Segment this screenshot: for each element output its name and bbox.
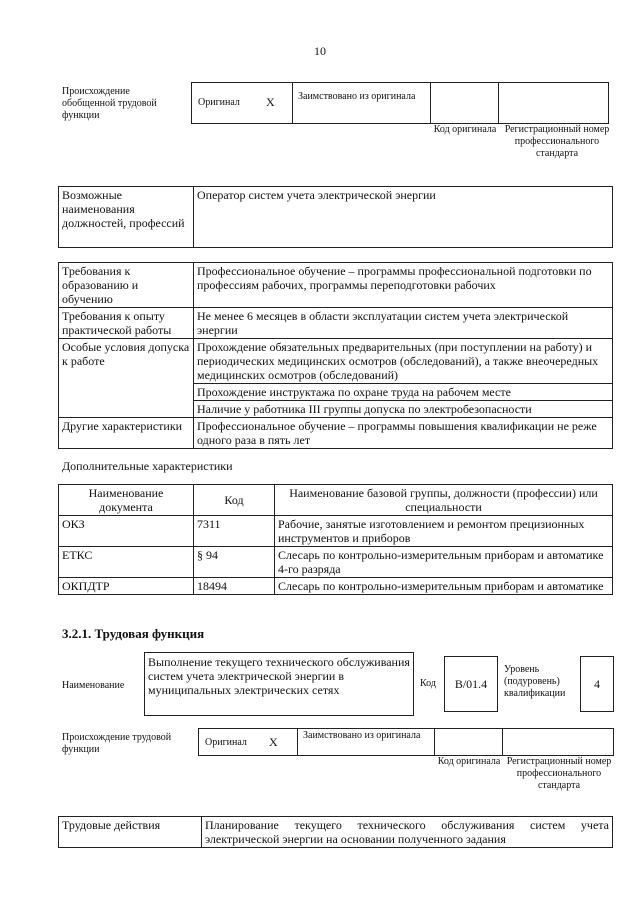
origin-label: Происхождение обобщенной трудовой функции <box>62 86 157 121</box>
code-original-label: Код оригинала <box>433 124 497 135</box>
req-value-admission-2: Прохождение инструктажа по охране труда на рабочем месте <box>194 384 613 401</box>
original-mark: X <box>266 95 275 109</box>
labor-actions-value: Планирование текущего технического обслуживания систем учета электрической энергии на основании полученного задания <box>202 817 613 848</box>
function-level-value: 4 <box>580 656 614 712</box>
additional-header-name: Наименование базовой группы, должности (профессии) или специальности <box>275 485 613 516</box>
req-label-admission: Особые условия допуска к работе <box>59 339 194 418</box>
origin-table <box>191 82 609 124</box>
function-name-value: Выполнение текущего технического обслуживания систем учета электрической энергии в муниципальных электрических сетях <box>144 652 414 716</box>
row-doc: ОКЗ <box>59 516 194 547</box>
code-original-label: Код оригинала <box>437 756 501 767</box>
req-value-experience: Не менее 6 месяцев в области эксплуатации систем учета электрической энергии <box>194 308 613 339</box>
additional-header-doc: Наименование документа <box>59 485 194 516</box>
req-value-education: Профессиональное обучение – программы профессиональной подготовки по профессиям рабочих, программы переподготовки рабочих <box>194 263 613 308</box>
row-doc: ЕТКС <box>59 547 194 578</box>
additional-table <box>58 484 613 595</box>
row-code: 7311 <box>194 516 275 547</box>
reg-number-label: Регистрационный номер профессионального стандарта <box>506 756 612 791</box>
req-label-experience: Требования к опыту практической работы <box>59 308 194 339</box>
req-label-other: Другие характеристики <box>59 418 194 449</box>
req-value-other: Профессиональное обучение – программы повышения квалификации не реже одного раза в пять лет <box>194 418 613 449</box>
table-row <box>59 547 613 578</box>
function-level-label: Уровень (подуровень) квалификации <box>504 664 566 699</box>
table-row <box>59 578 613 595</box>
additional-title: Дополнительные характеристики <box>62 459 233 473</box>
origin-label: Происхождение трудовой функции <box>62 732 172 755</box>
possible-names-value: Оператор систем учета электрической энергии <box>194 187 613 248</box>
req-value-admission-3: Наличие у работника III группы допуска по электробезопасности <box>194 401 613 418</box>
possible-names-table <box>58 186 613 248</box>
function-heading: 3.2.1. Трудовая функция <box>62 626 205 641</box>
borrowed-label: Заимствовано из оригинала <box>303 730 421 741</box>
reg-number-label: Регистрационный номер профессионального стандарта <box>504 124 610 159</box>
req-value-admission-1: Прохождение обязательных предварительных (при поступлении на работу) и периодических медицинских осмотров (обследований), а также внеочередных медицинских осмотров (обследований) <box>194 339 613 384</box>
row-name: Слесарь по контрольно-измерительным приборам и автоматике 4-го разряда <box>275 547 613 578</box>
additional-header-code: Код <box>194 485 275 516</box>
original-mark: X <box>269 735 278 749</box>
labor-actions-label: Трудовые действия <box>59 817 202 848</box>
function-code-label: Код <box>420 678 436 689</box>
possible-names-label: Возможные наименования должностей, профессий <box>59 187 194 248</box>
requirements-table <box>58 262 613 449</box>
labor-actions-table <box>58 816 613 848</box>
function-name-label: Наименование <box>62 680 125 691</box>
req-label-education: Требования к образованию и обучению <box>59 263 194 308</box>
original-label: Оригинал <box>198 97 240 108</box>
origin-table <box>198 728 614 756</box>
function-code-value: B/01.4 <box>444 656 498 712</box>
row-name: Рабочие, занятые изготовлением и ремонтом прецизионных инструментов и приборов <box>275 516 613 547</box>
original-label: Оригинал <box>205 737 247 748</box>
borrowed-label: Заимствовано из оригинала <box>298 91 416 102</box>
table-row <box>59 516 613 547</box>
row-name: Слесарь по контрольно-измерительным приборам и автоматике <box>275 578 613 595</box>
page-number: 10 <box>314 44 326 58</box>
row-doc: ОКПДТР <box>59 578 194 595</box>
row-code: 18494 <box>194 578 275 595</box>
row-code: § 94 <box>194 547 275 578</box>
